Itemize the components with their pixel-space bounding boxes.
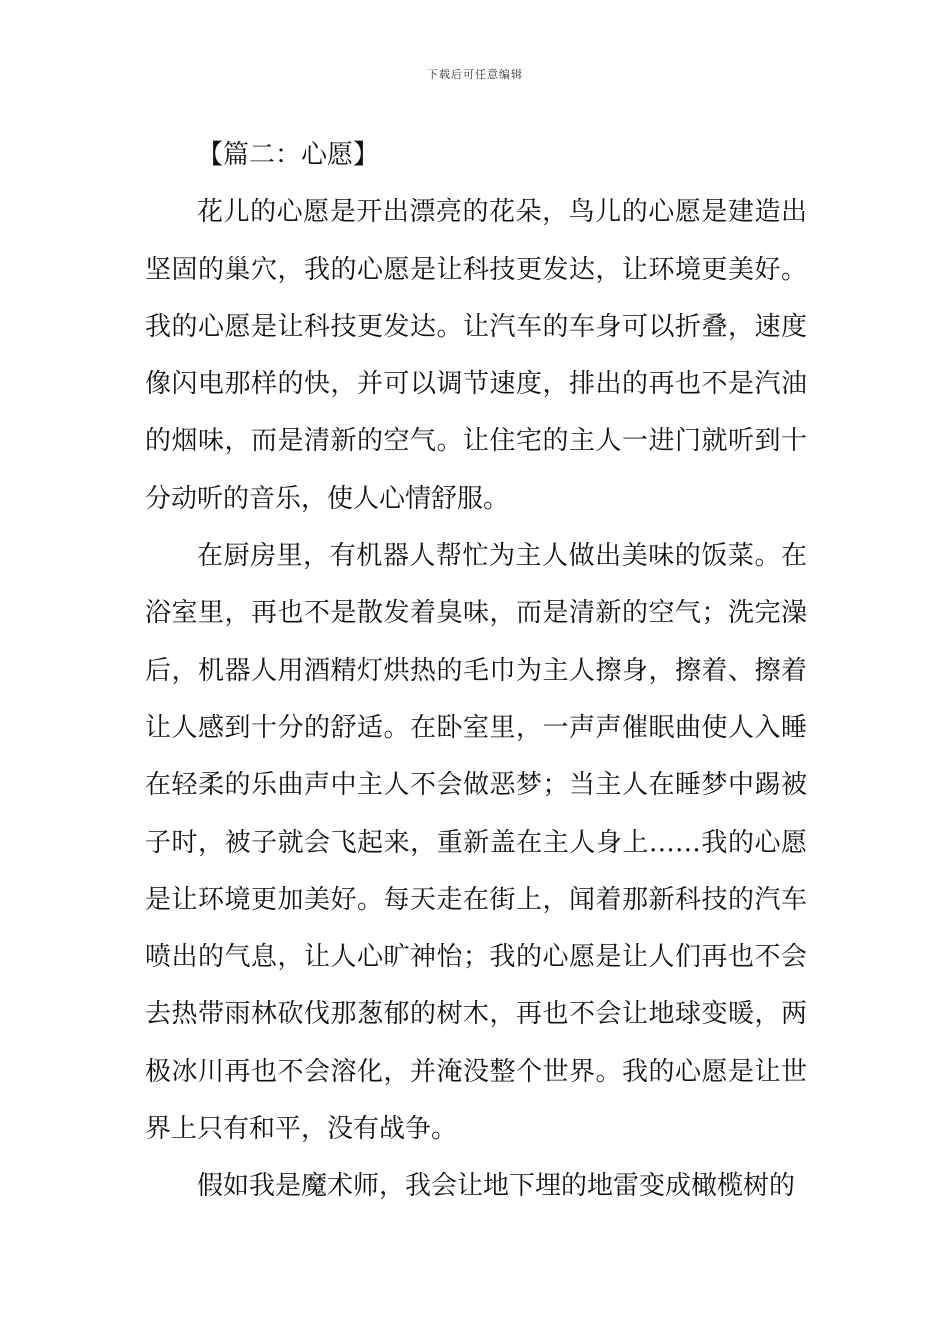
- paragraph-2: 在厨房里，有机器人帮忙为主人做出美味的饭菜。在浴室里，再也不是散发着臭味，而是清新的空气；洗完澡后，机器人用酒精灯烘热的毛巾为主人擦身，擦着、擦着让人感到十分的舒适。在卧室里，一声声催眠曲使人入睡在轻柔的乐曲声中主人不会做恶梦；当主人在睡梦中踢被子时，被子就会飞起来，重新盖在主人身上……我的心愿是让环境更加美好。每天走在街上，闻着那新科技的汽车喷出的气息，让人心旷神怡；我的心愿是让人们再也不会去热带雨林砍伐那葱郁的树木，再也不会让地球变暖，两极冰川再也不会溶化，并淹没整个世界。我的心愿是让世界上只有和平，没有战争。: [145, 541, 807, 1145]
- page-header-note: 下载后可任意编辑: [427, 68, 523, 81]
- paragraph-1: 花儿的心愿是开出漂亮的花朵，鸟儿的心愿是建造出坚固的巢穴，我的心愿是让科技更发达，让环境更美好。我的心愿是让科技更发达。让汽车的车身可以折叠，速度像闪电那样的快，并可以调节速度，排出的再也不是汽油的烟味，而是清新的空气。让住宅的主人一进门就听到十分动听的音乐，使人心情舒服。: [145, 197, 807, 514]
- paragraph-3: 假如我是魔术师，我会让地下埋的地雷变成橄榄树的: [197, 1171, 796, 1202]
- section-title: 【篇二：心愿】: [197, 140, 380, 170]
- document-body: [145, 127, 807, 1216]
